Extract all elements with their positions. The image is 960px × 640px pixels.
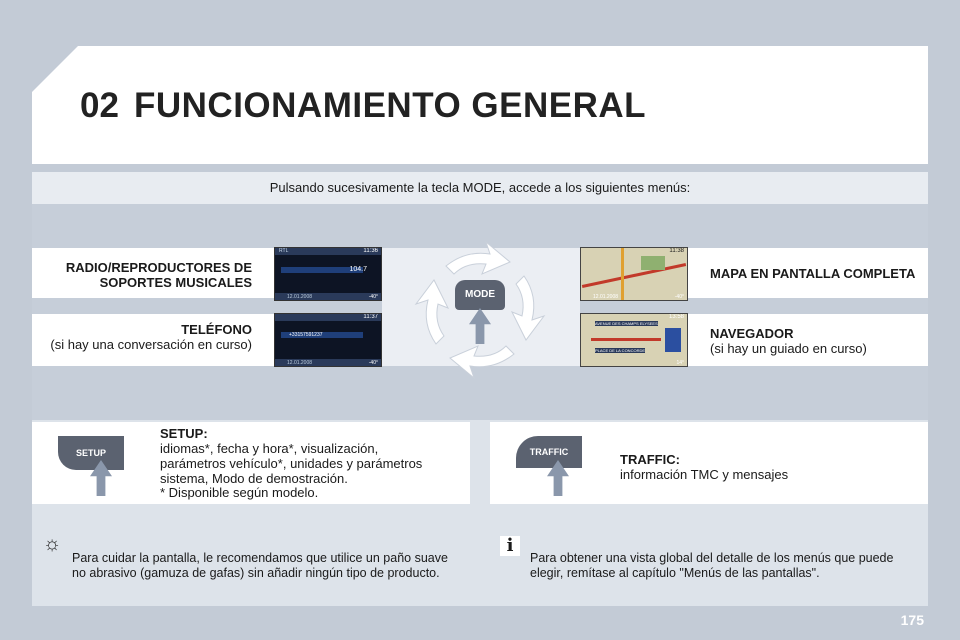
nav-title: NAVEGADOR (710, 326, 794, 341)
nav-screen-street: AVENUE DES CHAMPS ELYSEES (595, 321, 658, 326)
radio-screen-temp: -40° (368, 294, 378, 300)
sun-icon: ☼ (42, 533, 62, 555)
phone-label (40, 322, 252, 352)
info-line-1: Para obtener una vista global del detalle de los menús que puede (530, 551, 894, 565)
care-line-2: no abrasivo (gamuza de gafas) sin añadir ningún tipo de producto. (72, 566, 440, 580)
radio-title-1: RADIO/REPRODUCTORES DE (65, 260, 252, 275)
phone-screen (274, 313, 382, 367)
map-screen-time: 11:38 (669, 248, 684, 254)
info-line-2: elegir, remítase al capítulo "Menús de las pantallas". (530, 566, 820, 580)
nav-label (710, 326, 924, 356)
radio-screen-time: 11:36 (363, 248, 378, 254)
nav-turn-arrow (665, 328, 681, 352)
setup-key[interactable]: SETUP (58, 436, 124, 470)
setup-desc-3: sistema, Modo de demostración. (160, 471, 348, 486)
phone-screen-time: 11:37 (363, 314, 378, 320)
phone-desc: (si hay una conversación en curso) (50, 337, 252, 352)
map-screen-date: 12.01.2008 (593, 294, 619, 300)
phone-screen-temp: -40° (368, 360, 378, 366)
traffic-key[interactable]: TRAFFIC (516, 436, 582, 468)
phone-screen-date: 12.01.2008 (287, 360, 313, 366)
traffic-title: TRAFFIC: (620, 452, 680, 467)
intro-text: Pulsando sucesivamente la tecla MODE, accede a los siguientes menús: (269, 180, 691, 195)
setup-desc-2: parámetros vehículo*, unidades y parámetros (160, 456, 423, 471)
arrow-left-icon (416, 280, 448, 344)
care-note-text (72, 551, 462, 581)
radio-screen-station: RTL (279, 248, 289, 254)
map-screen (580, 247, 688, 301)
traffic-text (620, 452, 920, 482)
page-number: 175 (900, 612, 924, 628)
info-note-text (530, 551, 920, 581)
radio-label (40, 260, 252, 290)
arrow-right-icon (512, 276, 544, 340)
phone-screen-number: +33157591237 (289, 332, 323, 338)
setup-footnote: * Disponible según modelo. (160, 485, 319, 500)
traffic-desc: información TMC y mensajes (620, 467, 789, 482)
setup-title: SETUP: (160, 426, 208, 441)
mode-key[interactable]: MODE (455, 280, 505, 310)
page-title: FUNCIONAMIENTO GENERAL (134, 86, 647, 125)
care-line-1: Para cuidar la pantalla, le recomendamos que utilice un paño suave (72, 551, 448, 565)
setup-text (160, 426, 460, 486)
nav-screen-temp: 14° (676, 360, 684, 366)
radio-screen (274, 247, 382, 301)
nav-screen-time: 13:58 (668, 314, 684, 320)
radio-screen-freq: 104.7 (349, 266, 367, 273)
phone-title: TELÉFONO (181, 322, 252, 337)
map-title: MAPA EN PANTALLA COMPLETA (710, 266, 916, 281)
setup-desc-1: idiomas*, fecha y hora*, visualización, (160, 441, 379, 456)
map-label (710, 266, 924, 281)
radio-screen-date: 12.01.2008 (287, 294, 313, 300)
nav-screen-place: PLACE DE LA CONCORDE (595, 348, 646, 353)
chapter-number: 02 (80, 86, 119, 125)
nav-screen (580, 313, 688, 367)
arrow-top-icon (446, 242, 510, 274)
nav-desc: (si hay un guiado en curso) (710, 341, 867, 356)
map-screen-temp: -40° (674, 294, 684, 300)
radio-title-2: SOPORTES MUSICALES (99, 275, 252, 290)
info-icon: i (500, 536, 520, 556)
arrow-bottom-icon (450, 346, 514, 378)
